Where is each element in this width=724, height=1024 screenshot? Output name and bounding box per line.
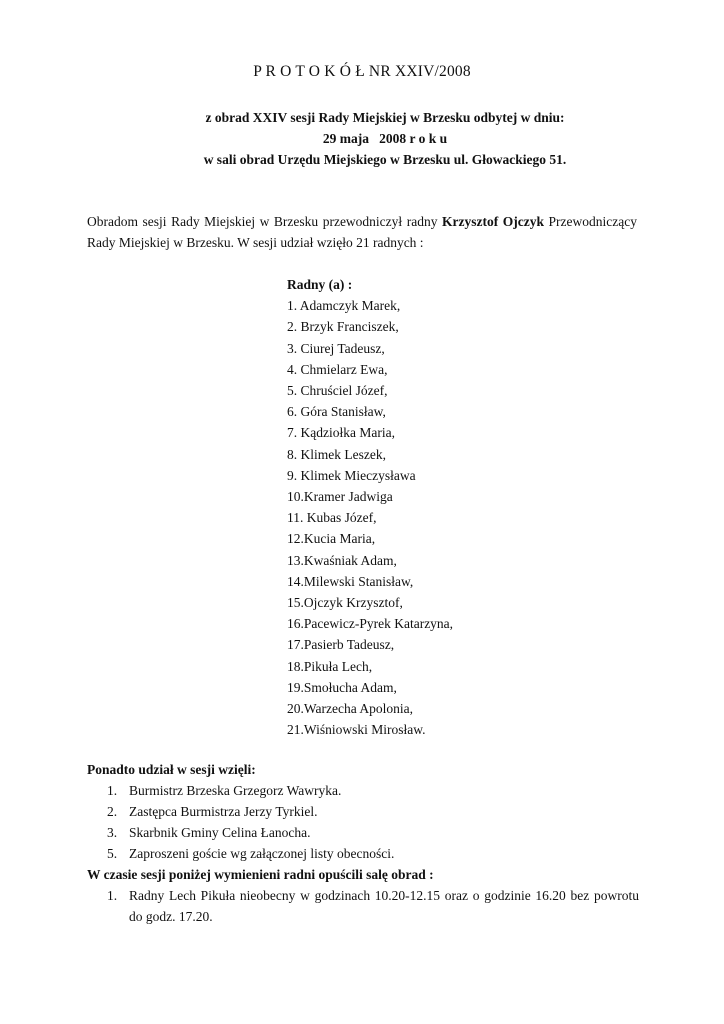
list-number: 1. — [107, 783, 118, 798]
attendee-item — [87, 822, 639, 843]
list-text: Zaproszeni goście wg załączonej listy obecności. — [129, 846, 395, 861]
list-text: Zastępca Burmistrza Jerzy Tyrkiel. — [129, 804, 318, 819]
subtitle-line: 29 maja 2008 r o k u — [322, 131, 448, 146]
councillor-item: 7. Kądziołka Maria, — [287, 425, 395, 441]
councillors-list — [287, 274, 607, 740]
councillor-item: 10.Kramer Jadwiga — [287, 489, 393, 505]
councillor-item: 6. Góra Stanisław, — [287, 404, 386, 420]
departure-item — [87, 885, 639, 927]
subtitle-line: w sali obrad Urzędu Miejskiego w Brzesku ul. Głowackiego 51. — [203, 152, 567, 167]
councillor-item: 13.Kwaśniak Adam, — [287, 552, 397, 568]
councillor-item: 17.Pasierb Tadeusz, — [287, 637, 395, 653]
councillor-item: 3. Ciurej Tadeusz, — [287, 340, 385, 356]
councillor-item: 15.Ojczyk Krzysztof, — [287, 595, 403, 611]
departures-header: W czasie sesji poniżej wymienieni radni opuścili salę obrad : — [87, 867, 434, 882]
chair-name: Krzysztof Ojczyk — [441, 214, 544, 229]
intro-text-before: Obradom sesji Rady Miejskiej w Brzesku przewodniczył radny — [87, 214, 442, 229]
attendance-section — [87, 759, 639, 927]
councillor-item: 4. Chmielarz Ewa, — [287, 361, 388, 377]
councillor-item: 8. Klimek Leszek, — [287, 446, 386, 462]
intro-paragraph — [87, 211, 637, 253]
councillor-item: 21.Wiśniowski Mirosław. — [287, 722, 426, 738]
list-text: Burmistrz Brzeska Grzegorz Wawryka. — [129, 783, 342, 798]
document-title: P R O T O K Ó Ł NR XXIV/2008 — [253, 63, 471, 80]
councillor-item: 9. Klimek Mieczysława — [287, 467, 416, 483]
list-text: Skarbnik Gminy Celina Łanocha. — [129, 825, 311, 840]
councillor-item: 16.Pacewicz-Pyrek Katarzyna, — [287, 616, 454, 632]
councillor-item: 18.Pikuła Lech, — [287, 658, 373, 674]
attendee-item — [87, 843, 639, 864]
councillor-item: 14.Milewski Stanisław, — [287, 573, 414, 589]
attendees-header: Ponadto udział w sesji wzięli: — [87, 762, 256, 777]
councillor-item: 1. Adamczyk Marek, — [287, 298, 401, 314]
document-subtitle — [170, 107, 600, 170]
list-number: 5. — [107, 846, 118, 861]
attendees-list — [87, 780, 639, 864]
attendee-item — [87, 780, 639, 801]
councillor-item: 12.Kucia Maria, — [287, 531, 376, 547]
list-number: 2. — [107, 804, 118, 819]
subtitle-line: z obrad XXIV sesji Rady Miejskiej w Brzesku odbytej w dniu: — [205, 110, 565, 125]
intro-text-after: Przewodniczący Rady Miejskiej w Brzesku. W sesji udział wzięło 21 radnych : — [87, 214, 637, 250]
councillor-item: 5. Chruściel Józef, — [287, 383, 388, 399]
councillor-item: 11. Kubas Józef, — [287, 510, 377, 526]
list-number: 1. — [107, 888, 118, 903]
councillor-item: 20.Warzecha Apolonia, — [287, 701, 413, 717]
departures-list — [87, 885, 639, 927]
attendee-item — [87, 801, 639, 822]
list-text: Radny Lech Pikuła nieobecny w godzinach 10.20-12.15 oraz o godzinie 16.20 bez powrotu do godz. 17.20. — [129, 888, 639, 924]
councillor-item: 2. Brzyk Franciszek, — [287, 319, 399, 335]
list-number: 3. — [107, 825, 118, 840]
councillors-header: Radny (a) : — [287, 277, 353, 292]
councillor-item: 19.Smołucha Adam, — [287, 679, 397, 695]
